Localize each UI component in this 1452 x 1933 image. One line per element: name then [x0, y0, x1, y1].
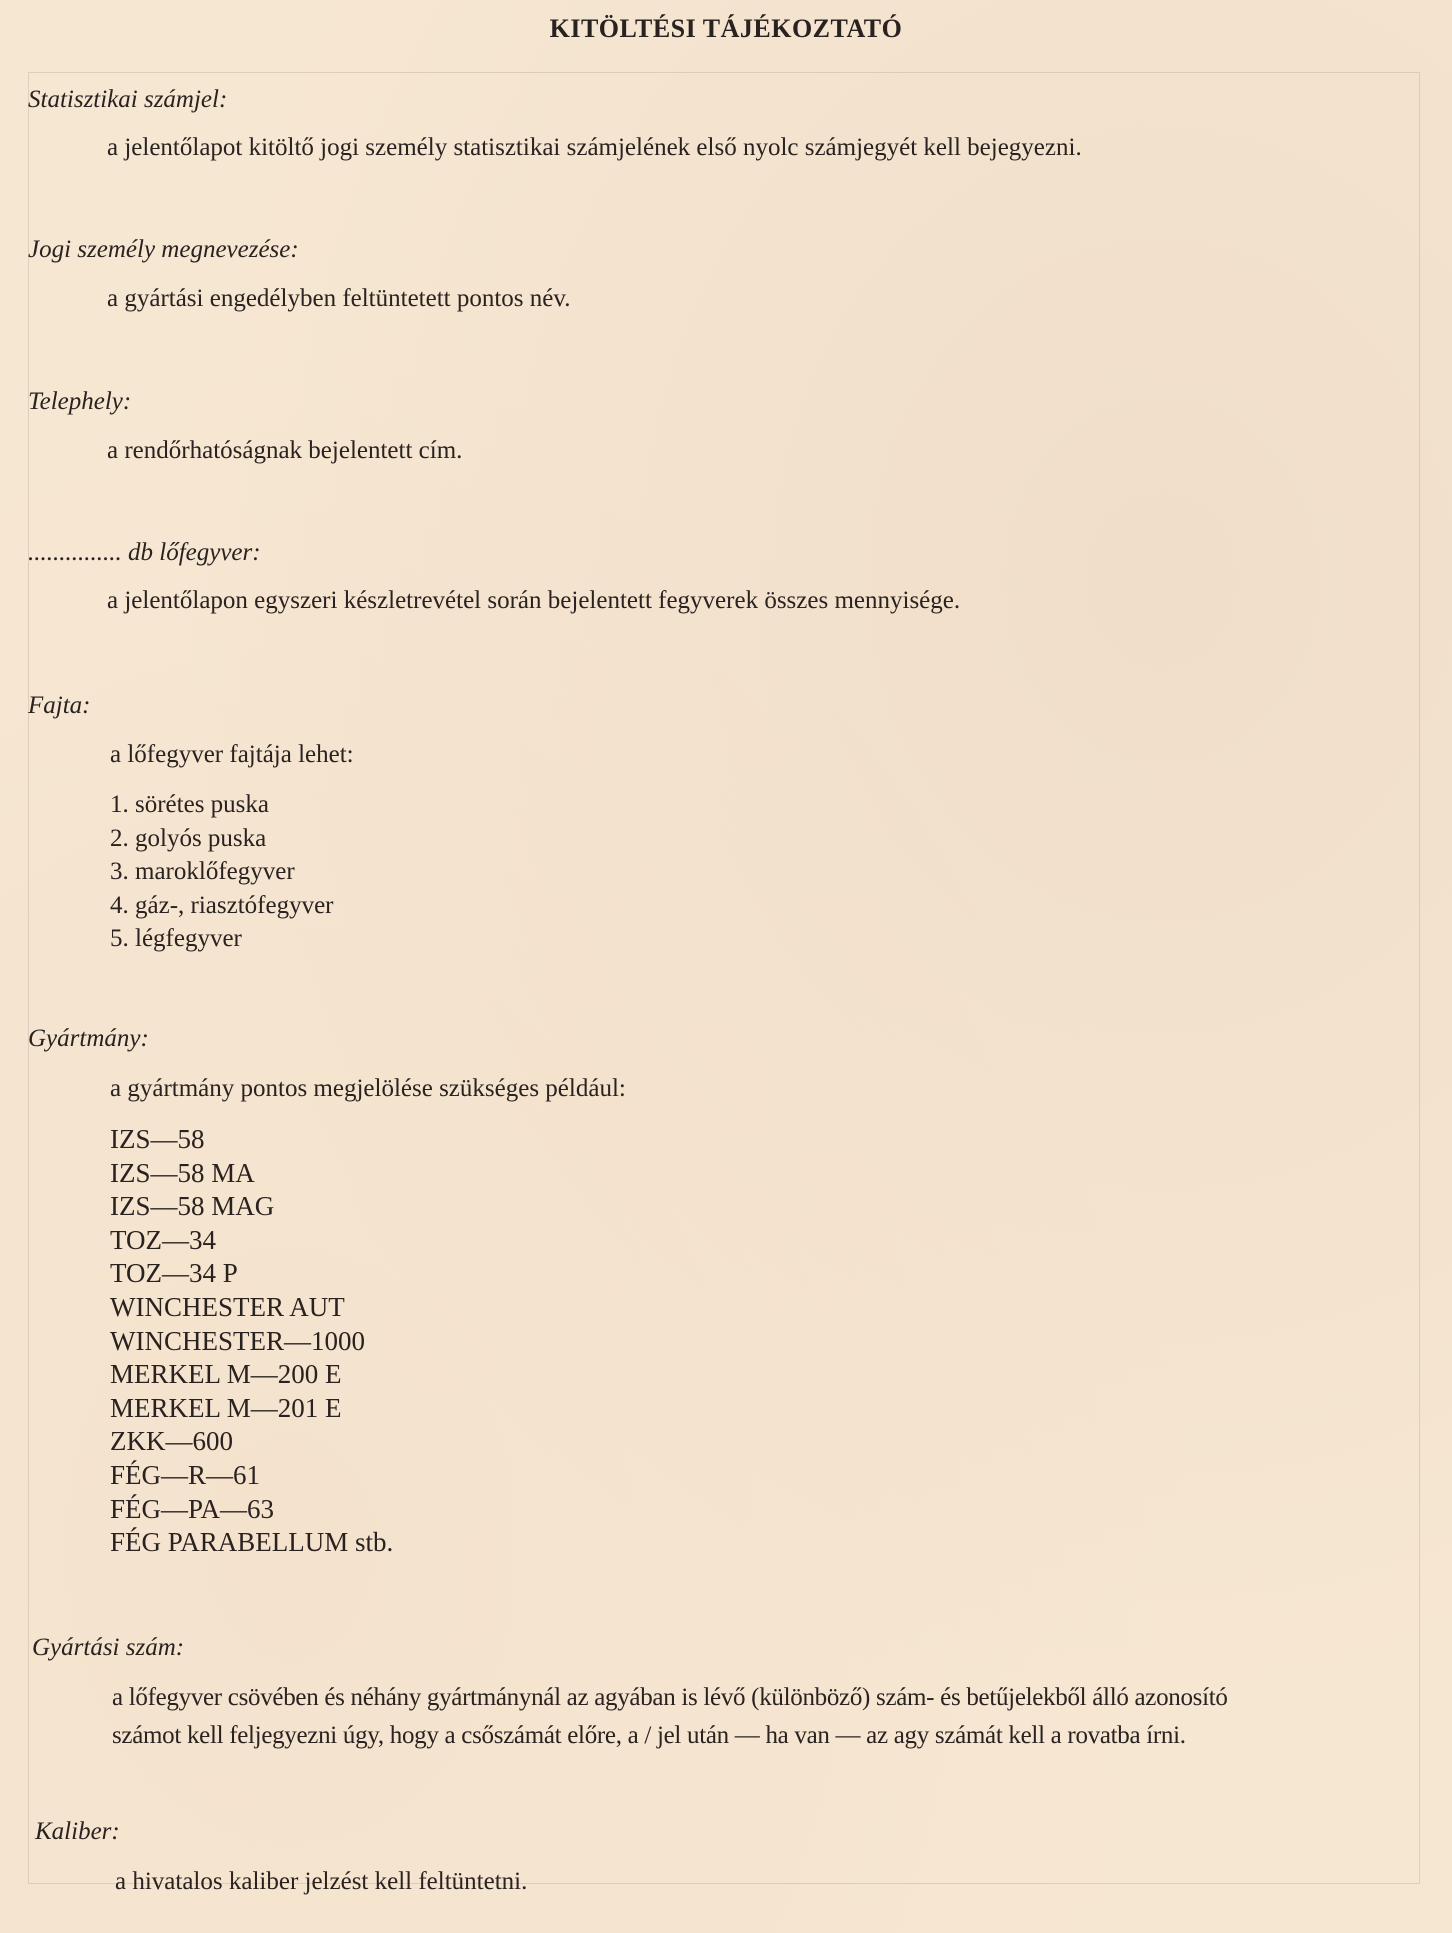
section-label-db-lofegyver: ............... db lőfegyver:: [28, 539, 261, 566]
fajta-list: [110, 788, 334, 956]
list-item: ZKK—600: [110, 1426, 233, 1457]
section-label-telephely: Telephely:: [28, 388, 132, 415]
list-item: FÉG PARABELLUM stb.: [110, 1527, 394, 1558]
page-title: KITÖLTÉSI TÁJÉKOZTATÓ: [549, 14, 903, 43]
section-text-telephely: a rendőrhatóságnak bejelentett cím.: [107, 437, 463, 464]
list-item: IZS—58 MA: [110, 1157, 255, 1188]
section-text-jogi-szemely: a gyártási engedélyben feltüntetett pontos név.: [107, 285, 571, 312]
list-item: TOZ—34 P: [110, 1258, 238, 1289]
section-label-kaliber: Kaliber:: [35, 1818, 120, 1845]
list-item: 3. maroklőfegyver: [110, 858, 295, 885]
gyartmany-list: [110, 1123, 393, 1560]
section-label-gyartmany: Gyártmány:: [28, 1025, 149, 1052]
paragraph-line: a lőfegyver csövében és néhány gyártmánynál az agyában is lévő (különböző) szám- és betűjelekből álló azonosító: [112, 1684, 1228, 1711]
section-text-fajta: a lőfegyver fajtája lehet:: [110, 741, 354, 768]
list-item: 5. légfegyver: [110, 925, 242, 952]
section-text-gyartmany: a gyártmány pontos megjelölése szükséges például:: [110, 1075, 626, 1102]
section-label-szamjel: Statisztikai számjel:: [28, 86, 228, 113]
list-item: 2. golyós puska: [110, 824, 267, 852]
section-label-fajta: Fajta:: [28, 692, 91, 719]
section-text-szamjel: a jelentőlapot kitöltő jogi személy statisztikai számjelének első nyolc számjegyét kell bejegyezni.: [107, 134, 1082, 161]
section-label-gyartasi-szam: Gyártási szám:: [32, 1634, 185, 1661]
list-item: WINCHESTER—1000: [110, 1325, 365, 1356]
section-text-gyartasi-szam: [112, 1679, 1442, 1755]
paragraph-line: számot kell feljegyezni úgy, hogy a csőszámát előre, a / jel után — ha van — az agy számát kell a rovatba írni.: [112, 1722, 1186, 1749]
list-item: FÉG—R—61: [110, 1459, 261, 1490]
section-text-kaliber: a hivatalos kaliber jelzést kell feltüntetni.: [115, 1868, 528, 1895]
section-text-db-lofegyver: a jelentőlapon egyszeri készletrevétel során bejelentett fegyverek összes mennyisége.: [107, 587, 961, 614]
section-label-jogi-szemely: Jogi személy megnevezése:: [28, 236, 299, 263]
show-through-frame: [28, 72, 1420, 1884]
list-item: FÉG—PA—63: [110, 1493, 275, 1524]
list-item: MERKEL M—200 E: [110, 1359, 342, 1390]
list-item: TOZ—34: [110, 1224, 216, 1255]
list-item: MERKEL M—201 E: [110, 1392, 342, 1423]
list-item: 1. sörétes puska: [110, 791, 269, 818]
list-item: IZS—58: [110, 1124, 205, 1154]
list-item: IZS—58 MAG: [110, 1191, 275, 1222]
list-item: 4. gáz-, riasztófegyver: [110, 891, 334, 919]
list-item: WINCHESTER AUT: [110, 1291, 345, 1322]
